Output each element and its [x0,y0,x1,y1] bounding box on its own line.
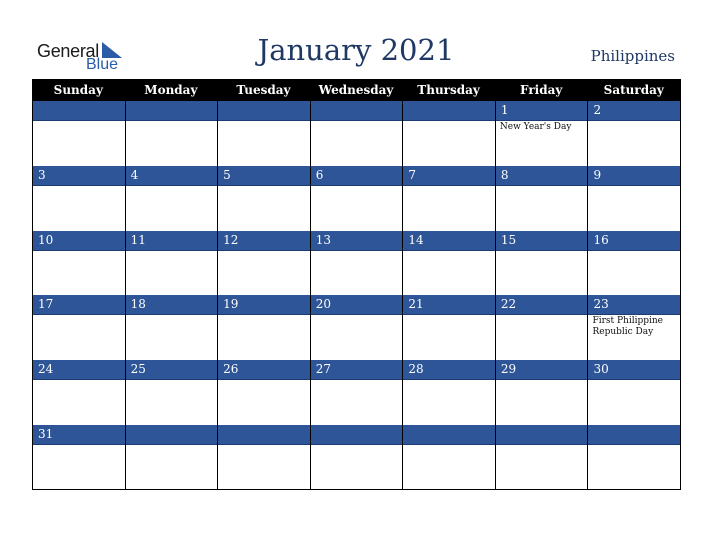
day-cell[interactable] [125,425,218,490]
day-cell[interactable] [495,166,588,231]
weekday-tuesday: Tuesday [236,83,291,97]
holiday-label [126,445,218,446]
holiday-label [496,380,588,381]
day-number [218,101,310,121]
weekday-wednesday: Wednesday [318,83,394,97]
day-cell[interactable] [32,360,125,425]
day-number: 30 [588,360,680,380]
weeks-container [32,101,680,490]
day-cell[interactable] [495,425,588,490]
day-number [311,101,403,121]
day-number: 3 [33,166,125,186]
holiday-label [126,121,218,122]
week-row [32,166,680,231]
holiday-label [126,251,218,252]
day-number: 1 [496,101,588,121]
day-cell[interactable] [587,295,680,360]
day-number [126,101,218,121]
weekday-thursday: Thursday [417,83,480,97]
day-cell[interactable] [217,360,310,425]
day-cell[interactable] [587,166,680,231]
holiday-label [218,380,310,381]
day-number: 21 [403,295,495,315]
day-number [588,425,680,445]
holiday-label [218,251,310,252]
holiday-label [126,315,218,316]
day-cell[interactable] [587,425,680,490]
day-number: 25 [126,360,218,380]
day-cell[interactable] [32,425,125,490]
week-row [32,425,680,490]
weekday-saturday: Saturday [603,83,664,97]
day-number: 2 [588,101,680,121]
week-row [32,101,680,166]
holiday-label [496,251,588,252]
day-cell[interactable] [217,101,310,166]
day-number: 5 [218,166,310,186]
week-row [32,295,680,360]
day-cell[interactable] [587,360,680,425]
day-cell[interactable] [32,295,125,360]
day-cell[interactable] [402,295,495,360]
day-number: 19 [218,295,310,315]
day-number: 11 [126,231,218,251]
day-number: 9 [588,166,680,186]
weekday-friday: Friday [520,83,563,97]
logo-word-blue: Blue [86,56,119,73]
day-cell[interactable] [125,295,218,360]
holiday-label [588,380,680,381]
day-cell[interactable] [32,231,125,296]
holiday-label [218,315,310,316]
day-cell[interactable] [402,360,495,425]
day-number: 24 [33,360,125,380]
day-number: 15 [496,231,588,251]
day-cell[interactable] [495,231,588,296]
day-cell[interactable] [32,101,125,166]
day-cell[interactable] [402,231,495,296]
holiday-label [33,315,125,316]
holiday-label [588,186,680,187]
day-number [218,425,310,445]
day-cell[interactable] [217,166,310,231]
day-cell[interactable] [587,101,680,166]
day-number: 28 [403,360,495,380]
holiday-label [588,121,680,122]
day-cell[interactable] [402,166,495,231]
day-number [403,101,495,121]
day-cell[interactable] [310,295,403,360]
day-number [311,425,403,445]
holiday-label [218,121,310,122]
day-number: 12 [218,231,310,251]
day-cell[interactable] [402,101,495,166]
holiday-label [218,445,310,446]
day-cell[interactable] [402,425,495,490]
holiday-label [496,186,588,187]
holiday-label [588,251,680,252]
country-label: Philippines [590,47,675,65]
holiday-label [496,445,588,446]
holiday-label [588,445,680,446]
holiday-label [33,380,125,381]
holiday-label [218,186,310,187]
day-number: 10 [33,231,125,251]
weekday-sunday: Sunday [53,83,103,97]
day-cell[interactable] [125,360,218,425]
day-cell[interactable] [217,425,310,490]
weekday-monday: Monday [144,83,198,97]
day-cell[interactable] [310,425,403,490]
day-cell[interactable] [125,166,218,231]
logo-word-general: General [37,41,99,61]
calendar-grid [32,79,681,490]
holiday-label [33,121,125,122]
day-number: 17 [33,295,125,315]
holiday-label [33,445,125,446]
holiday-label [311,445,403,446]
day-cell[interactable] [587,231,680,296]
day-number: 31 [33,425,125,445]
day-cell[interactable] [310,231,403,296]
holiday-label [311,315,403,316]
holiday-label [403,380,495,381]
weekday-header-row [32,79,680,101]
holiday-label [311,380,403,381]
day-number: 23 [588,295,680,315]
day-number: 14 [403,231,495,251]
week-row [32,231,680,296]
holiday-label [403,121,495,122]
day-number: 26 [218,360,310,380]
day-cell[interactable] [217,231,310,296]
holiday-label [311,251,403,252]
day-number: 20 [311,295,403,315]
day-number: 6 [311,166,403,186]
day-cell[interactable] [495,101,588,166]
day-number: 29 [496,360,588,380]
day-cell[interactable] [495,295,588,360]
holiday-label [496,315,588,316]
day-number: 27 [311,360,403,380]
holiday-label [33,251,125,252]
day-cell[interactable] [310,360,403,425]
day-number: 8 [496,166,588,186]
holiday-label: New Year's Day [499,122,572,132]
day-number: 4 [126,166,218,186]
holiday-label [311,186,403,187]
day-number: 13 [311,231,403,251]
day-cell[interactable] [125,101,218,166]
day-number: 16 [588,231,680,251]
day-number [496,425,588,445]
day-cell[interactable] [310,101,403,166]
day-number [126,425,218,445]
holiday-label: First Philippine Republic Day [592,316,664,338]
day-cell[interactable] [310,166,403,231]
holiday-label [33,186,125,187]
week-row [32,360,680,425]
holiday-label [311,121,403,122]
day-number: 7 [403,166,495,186]
holiday-label [403,251,495,252]
day-cell[interactable] [217,295,310,360]
day-number [33,101,125,121]
day-number [403,425,495,445]
day-cell[interactable] [32,166,125,231]
page-title: January 2021 [257,33,455,67]
day-cell[interactable] [125,231,218,296]
holiday-label [403,186,495,187]
day-number: 22 [496,295,588,315]
day-cell[interactable] [495,360,588,425]
holiday-label [126,380,218,381]
holiday-label [403,315,495,316]
day-number: 18 [126,295,218,315]
holiday-label [403,445,495,446]
holiday-label [126,186,218,187]
